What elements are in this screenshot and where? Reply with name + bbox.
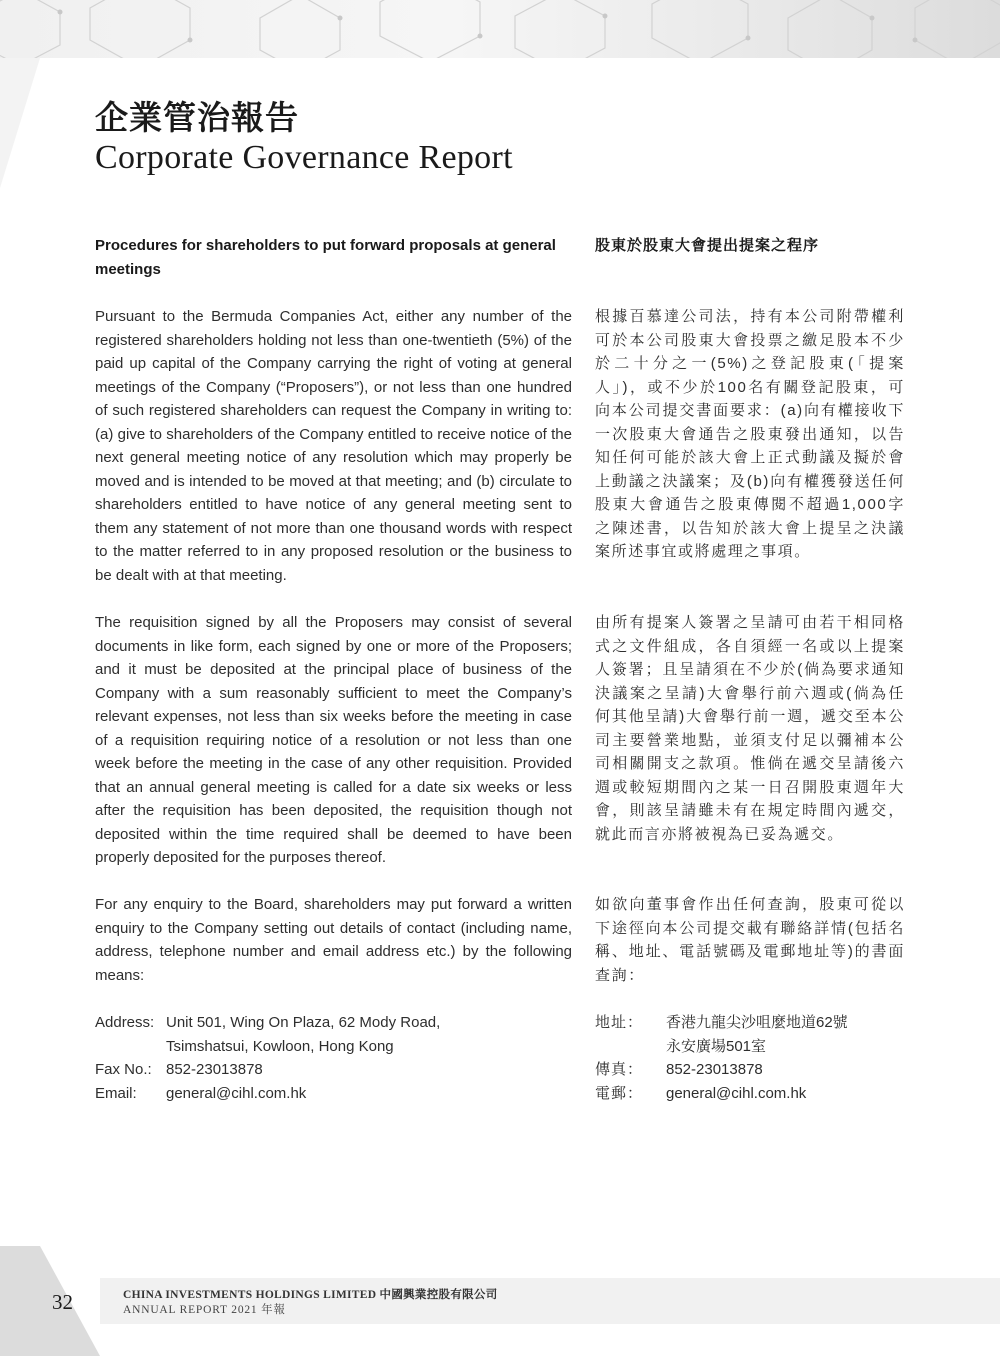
section-heading-en-block: [95, 234, 572, 282]
contact-address-row: [95, 1011, 572, 1058]
contact-block-en: [95, 1011, 572, 1105]
fax-label: Fax No.:: [95, 1061, 152, 1078]
contact-email-row: [95, 1082, 572, 1106]
paragraph-zh: 根據百慕達公司法，持有本公司附帶權利可於本公司股東大會投票之繳足股本不少於二十分之一(5%)之登記股東(「提案人」)，或不少於100名有關登記股東，可向本公司提交書面要求：(a)向有權接收下一次股東大會通告之股東發出通知，以告知任何可能於該大會上正式動議及擬於會上動議之決議案；及(b)向有權獲發送任何股東大會通告之股東傳閱不超過1,000字之陳述書，以告知於該大會上提呈之決議案所述事宜或將處理之事項。: [595, 308, 905, 560]
email-link[interactable]: general@cihl.com.hk: [166, 1084, 307, 1102]
contact-email-row: [595, 1082, 905, 1106]
paragraph-zh-2-block: [595, 611, 905, 846]
contact-address-row: [595, 1011, 905, 1058]
email-link[interactable]: general@cihl.com.hk: [666, 1084, 807, 1102]
paragraph-en: Pursuant to the Bermuda Companies Act, either any number of the registered shareholders holding not less than one-twentieth (5%) of the paid up capital of the Company carrying the right of voting at general meetings of the Company (“Proposers”), or not less than one hundred of such registered shareholders can request the Company in writing to: (a) give to shareholders of the Company entitled to receive notice of the next general meeting notice of any resolution which may properly be moved and is intended to be moved at that meeting; and (b) circulate to shareholders entitled to have notice of any general meeting sent to them any statement of not more than one thousand words with respect to the matter referred to in any proposed resolution or the business to be dealt with at that meeting.: [95, 308, 572, 584]
fax-value: 852-23013878: [166, 1061, 263, 1078]
paragraph-en-1-block: [95, 305, 572, 587]
contact-block-zh: [595, 1011, 905, 1105]
paragraph-en-3-block: [95, 893, 572, 987]
address-label: Address:: [95, 1014, 155, 1031]
contact-fax-row: [595, 1058, 905, 1082]
paragraph-zh: 如欲向董事會作出任何查詢，股東可從以下途徑向本公司提交載有聯絡詳情(包括名稱、地址、電話號碼及電郵地址等)的書面查詢：: [595, 896, 905, 984]
email-label: 電郵：: [595, 1084, 644, 1102]
address-label: 地址：: [595, 1014, 644, 1031]
footer-report-title: ANNUAL REPORT 2021 年報: [123, 1304, 286, 1316]
paragraph-en: For any enquiry to the Board, shareholders may put forward a written enquiry to the Company setting out details of contact (including name, address, telephone number and email address etc.) by the following means:: [95, 896, 572, 984]
page-number: 32: [52, 1290, 73, 1314]
contact-fax-row: [95, 1058, 572, 1082]
page-title-zh: 企業管治報告: [95, 98, 299, 137]
hexagon-pattern-icon: [0, 0, 1000, 58]
hexagon-pattern-band: [0, 0, 1000, 58]
corner-fold-decoration: [0, 58, 40, 188]
email-label: Email:: [95, 1084, 137, 1102]
section-heading-zh-block: [595, 234, 905, 258]
address-value: 香港九龍尖沙咀麼地道62號 永安廣場501室: [666, 1014, 848, 1055]
paragraph-zh-3-block: [595, 893, 905, 987]
section-heading-zh: 股東於股東大會提出提案之程序: [595, 237, 820, 254]
paragraph-zh-1-block: [595, 305, 905, 564]
fax-label: 傳真：: [595, 1061, 644, 1078]
fax-value: 852-23013878: [666, 1061, 763, 1078]
paragraph-en: The requisition signed by all the Proposers may consist of several documents in like form, each signed by one or more of the Proposers; and it must be deposited at the principal place of business of the Company with a sum reasonably sufficient to meet the Company’s relevant expenses, not less than six weeks before the meeting in case of a requisition requiring notice of a resolution or not less than one week before the meeting in the case of any other requisition. Provided that an annual general meeting is called for a date six weeks or less after the requisition has been deposited, the requisition though not deposited within the time required shall be deemed to have been properly deposited for the purposes thereof.: [95, 614, 572, 866]
paragraph-en-2-block: [95, 611, 572, 870]
page-title-en: Corporate Governance Report: [95, 139, 513, 176]
paragraph-zh: 由所有提案人簽署之呈請可由若干相同格式之文件組成，各自須經一名或以上提案人簽署；且呈請須在不少於(倘為要求通知決議案之呈請)大會舉行前六週或(倘為任何其他呈請)大會舉行前一週，遞交至本公司主要營業地點，並須支付足以彌補本公司相關開支之款項。惟倘在遞交呈請後六週或較短期間內之某一日召開股東週年大會，則該呈請雖未有在規定時間內遞交，就此而言亦將被視為已妥為遞交。: [595, 614, 905, 843]
section-heading-en: Procedures for shareholders to put forward proposals at general meetings: [95, 237, 556, 278]
address-value: Unit 501, Wing On Plaza, 62 Mody Road, Tsimshatsui, Kowloon, Hong Kong: [166, 1014, 441, 1055]
footer-company-name: CHINA INVESTMENTS HOLDINGS LIMITED 中國興業控股有限公司: [123, 1289, 498, 1301]
